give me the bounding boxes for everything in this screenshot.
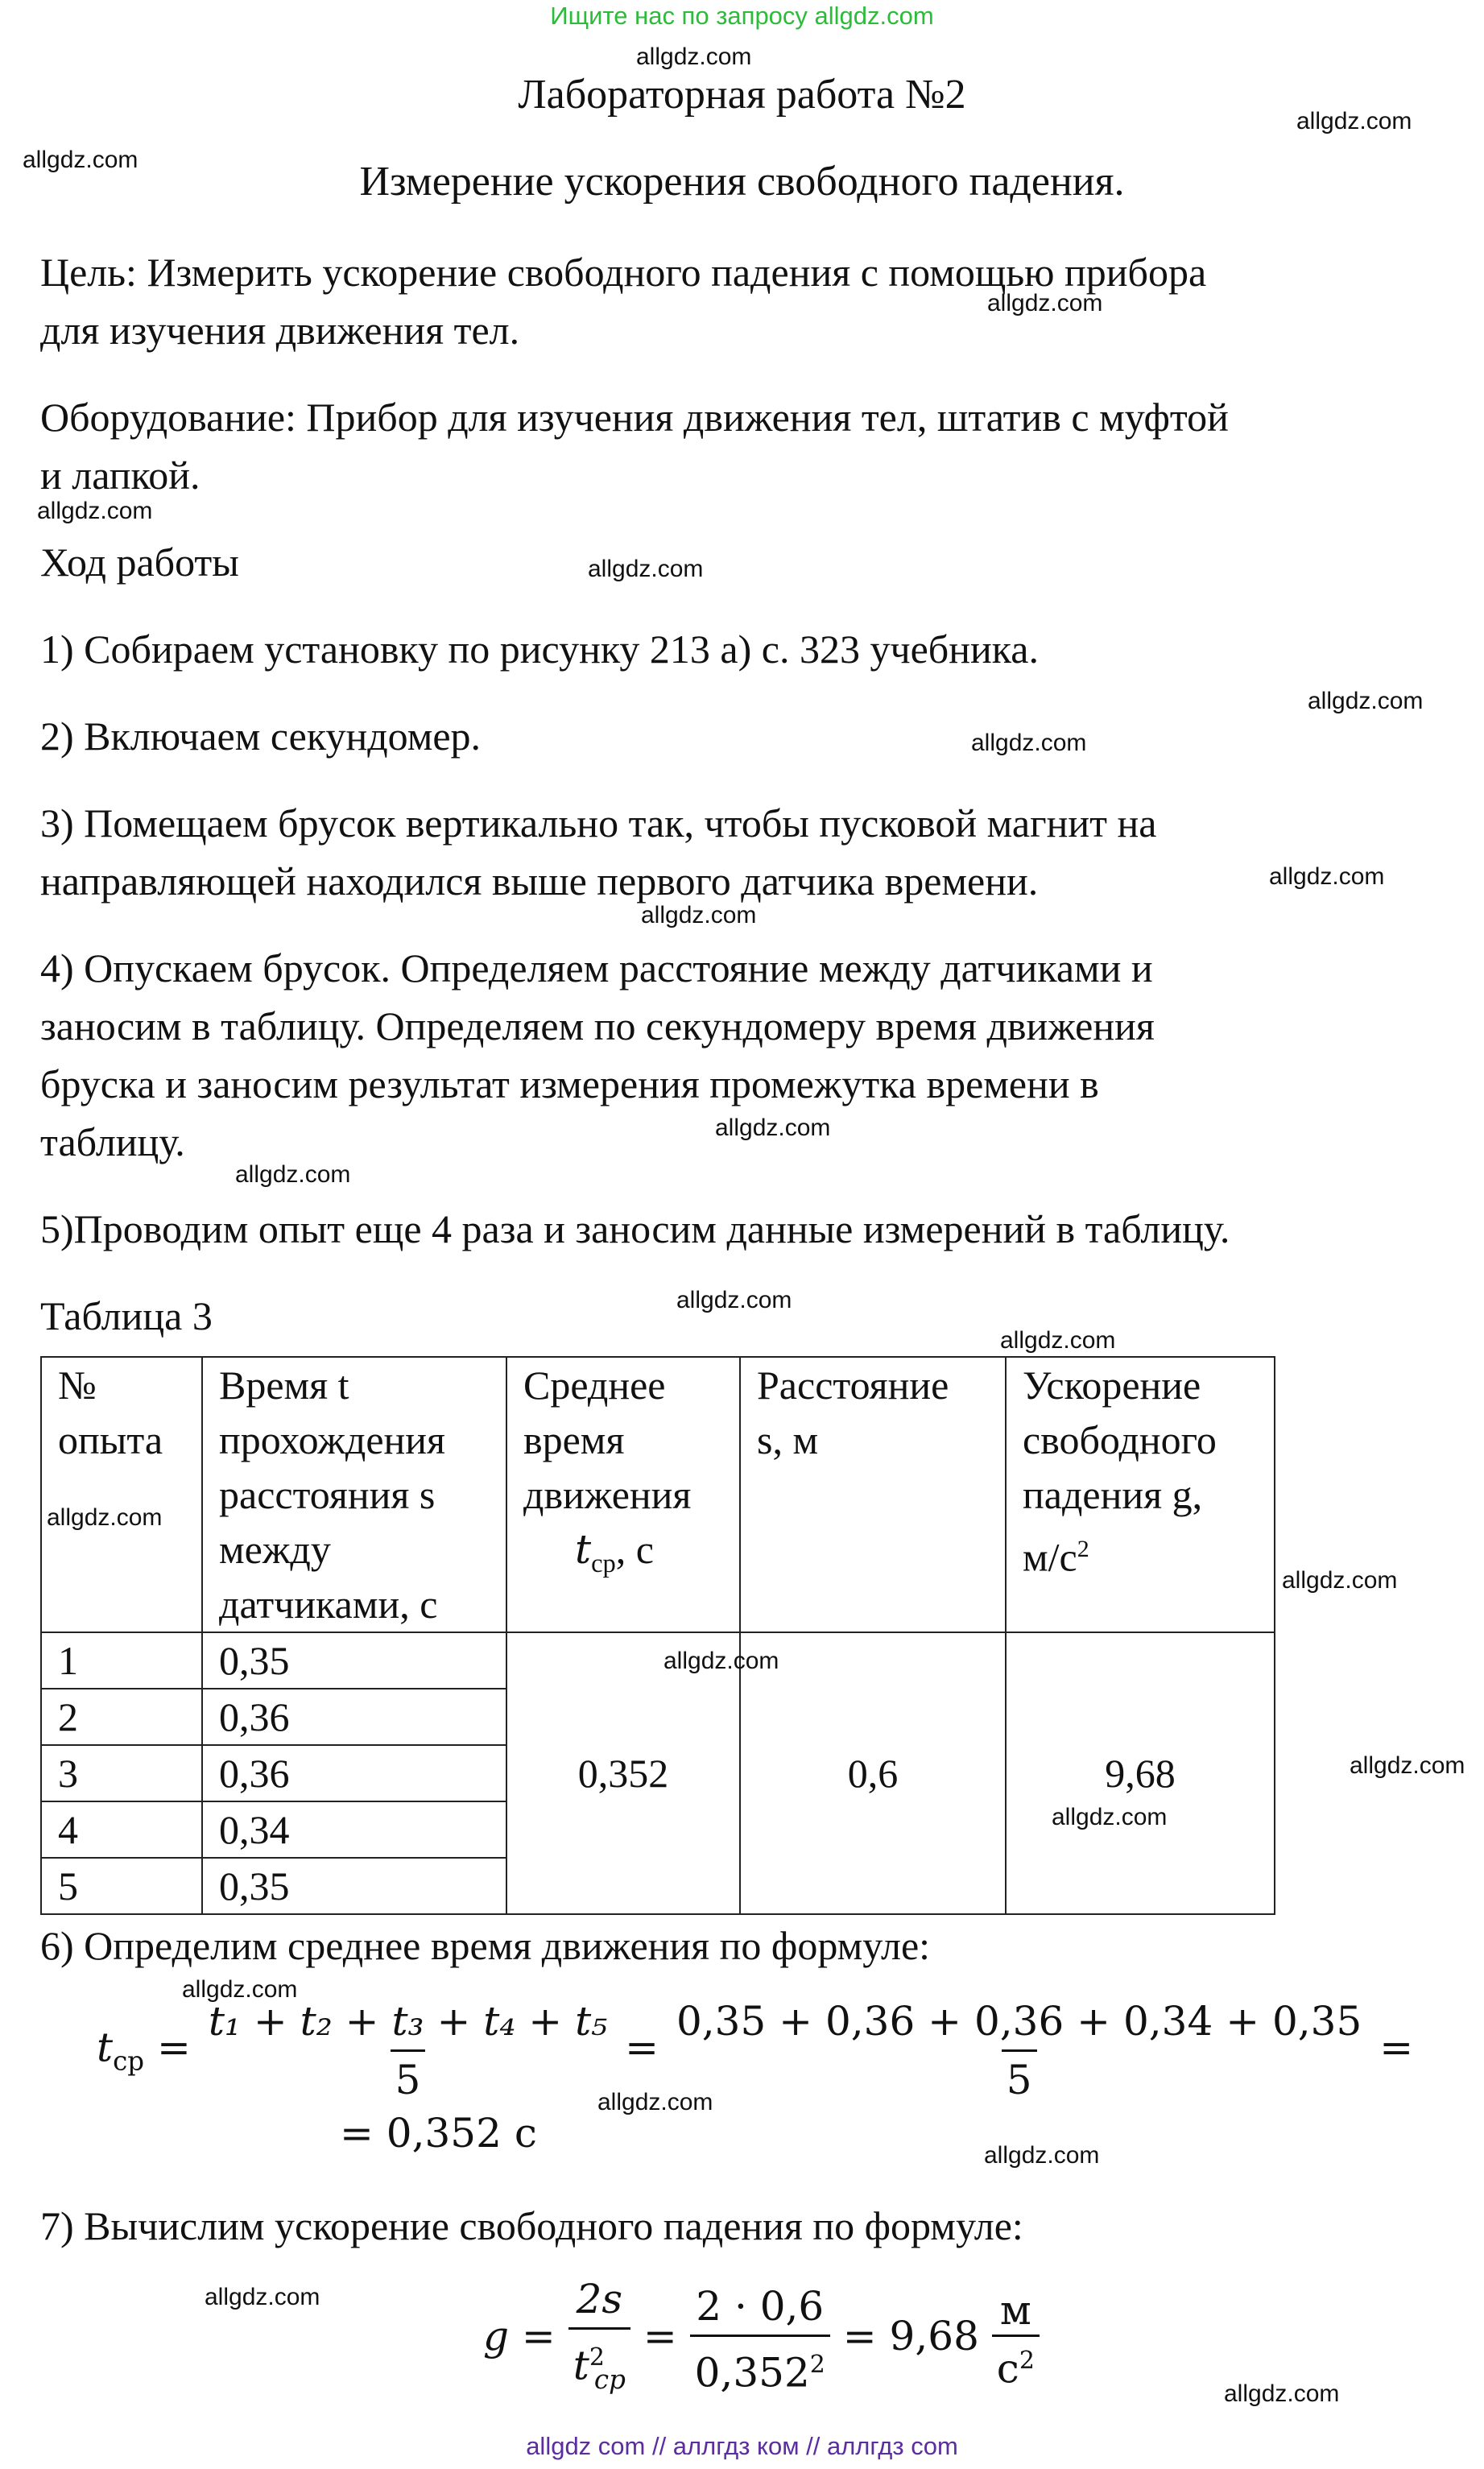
row-time: 0,34	[202, 1801, 506, 1858]
row-number: 1	[41, 1632, 202, 1689]
step-5: 5)Проводим опыт еще 4 раза и заносим данные измерений в таблицу.	[40, 1206, 1230, 1251]
table-row	[41, 1632, 1275, 1689]
watermark: allgdz.com	[1052, 1804, 1168, 1830]
watermark: allgdz.com	[37, 498, 153, 524]
header-avg-time: Среднее время движения $t_{ср}$, с	[506, 1357, 740, 1632]
header-distance: Расстояние s, м	[740, 1357, 1006, 1632]
goal-line-2: для изучения движения тел.	[40, 308, 520, 353]
watermark: allgdz.com	[641, 902, 757, 928]
avg-time-numeric-fraction: $\frac{0,35 + 0,36 + 0,36 + 0,34 + 0,35}{5}$	[672, 1993, 1366, 2108]
watermark: allgdz.com	[984, 2142, 1100, 2169]
avg-time-value: 0,352	[506, 1632, 740, 1914]
avg-time-symbolic-fraction: $\frac{\text{t₁ + t₂ + t₃ + t₄ + t₅}}{5}$	[204, 1993, 612, 2108]
step-4-line-3: бруска и заносим результат измерения промежутка времени в	[40, 1061, 1099, 1106]
step-2: 2) Включаем секундомер.	[40, 713, 482, 759]
header-time: Время t прохождения расстояния s между датчиками, с	[202, 1357, 506, 1632]
step-6: 6) Определим среднее время движения по формуле:	[40, 1923, 931, 1968]
row-time: 0,35	[202, 1632, 506, 1689]
row-number: 4	[41, 1801, 202, 1858]
watermark: allgdz.com	[597, 2089, 713, 2115]
step-4-line-1: 4) Опускаем брусок. Определяем расстояние между датчиками и	[40, 945, 1153, 990]
watermark: allgdz.com	[971, 730, 1087, 756]
goal-line-1: Цель: Измерить ускорение свободного падения с помощью прибора	[40, 250, 1207, 295]
distance-value: 0,6	[740, 1632, 1006, 1914]
row-time: 0,35	[202, 1858, 506, 1914]
watermark: allgdz.com	[1282, 1567, 1398, 1594]
row-number: 2	[41, 1689, 202, 1745]
step-4-line-2: заносим в таблицу. Определяем по секундомеру время движения	[40, 1003, 1155, 1048]
progress-heading: Ход работы	[40, 540, 239, 585]
page-subtitle: Измерение ускорения свободного падения.	[359, 159, 1125, 205]
page-title: Лабораторная работа №2	[518, 72, 966, 118]
step-1: 1) Собираем установку по рисунку 213 а) с. 323 учебника.	[40, 627, 1039, 672]
row-number: 3	[41, 1745, 202, 1801]
watermark: allgdz.com	[1308, 688, 1424, 714]
acceleration-value: 9,68	[1006, 1632, 1275, 1914]
watermark: allgdz.com	[1224, 2380, 1340, 2407]
watermark: allgdz.com	[715, 1115, 831, 1141]
row-time: 0,36	[202, 1745, 506, 1801]
table-caption: Таблица 3	[40, 1293, 213, 1338]
watermark: allgdz.com	[676, 1287, 792, 1313]
equipment-line-2: и лапкой.	[40, 453, 200, 498]
acceleration-formula: g = $\frac{2s}{t^2_{cp}}$ = $\frac{2 \cdot 0,6}{0,352^2}$ = 9,68 $\frac{м}{с^2}$	[483, 2271, 1040, 2408]
watermark: allgdz.com	[23, 147, 138, 173]
avg-time-result: = 0,352 с	[340, 2110, 537, 2157]
header-acceleration: Ускорение свободного падения g, $м/с^2$	[1006, 1357, 1275, 1632]
watermark: allgdz.com	[1000, 1327, 1116, 1354]
watermark: allgdz.com	[1350, 1752, 1465, 1779]
watermark: allgdz.com	[588, 556, 704, 582]
watermark: allgdz.com	[47, 1504, 163, 1531]
footer-links[interactable]: allgdz com // аллгдз ком // аллгдз com	[526, 2432, 958, 2460]
watermark: allgdz.com	[636, 43, 752, 70]
watermark: allgdz.com	[1296, 108, 1412, 134]
step-3-line-1: 3) Помещаем брусок вертикально так, чтобы пусковой магнит на	[40, 800, 1157, 846]
top-banner[interactable]: Ищите нас по запросу allgdz.com	[550, 2, 934, 30]
equipment-line-1: Оборудование: Прибор для изучения движения тел, штатив с муфтой	[40, 395, 1229, 440]
watermark: allgdz.com	[1269, 863, 1385, 890]
step-7: 7) Вычислим ускорение свободного падения по формуле:	[40, 2203, 1023, 2248]
step-3-line-2: направляющей находился выше первого датчика времени.	[40, 858, 1039, 904]
avg-time-formula: $t_{ср}$ = $\frac{\text{t₁ + t₂ + t₃ + t₄ + t₅}}{5}$ = $\frac{0,35 + 0,36 + 0,36 + 0,34 + 0,35}{5}$ =	[97, 1993, 1413, 2108]
watermark: allgdz.com	[235, 1161, 351, 1188]
step-4-line-4: таблицу.	[40, 1119, 185, 1164]
watermark: allgdz.com	[182, 1976, 298, 2003]
watermark: allgdz.com	[663, 1648, 779, 1674]
header-experiment-no: № опыта	[41, 1357, 202, 1632]
row-time: 0,36	[202, 1689, 506, 1745]
watermark: allgdz.com	[987, 290, 1103, 316]
table-header-row	[41, 1357, 1275, 1632]
row-number: 5	[41, 1858, 202, 1914]
watermark: allgdz.com	[205, 2284, 320, 2310]
